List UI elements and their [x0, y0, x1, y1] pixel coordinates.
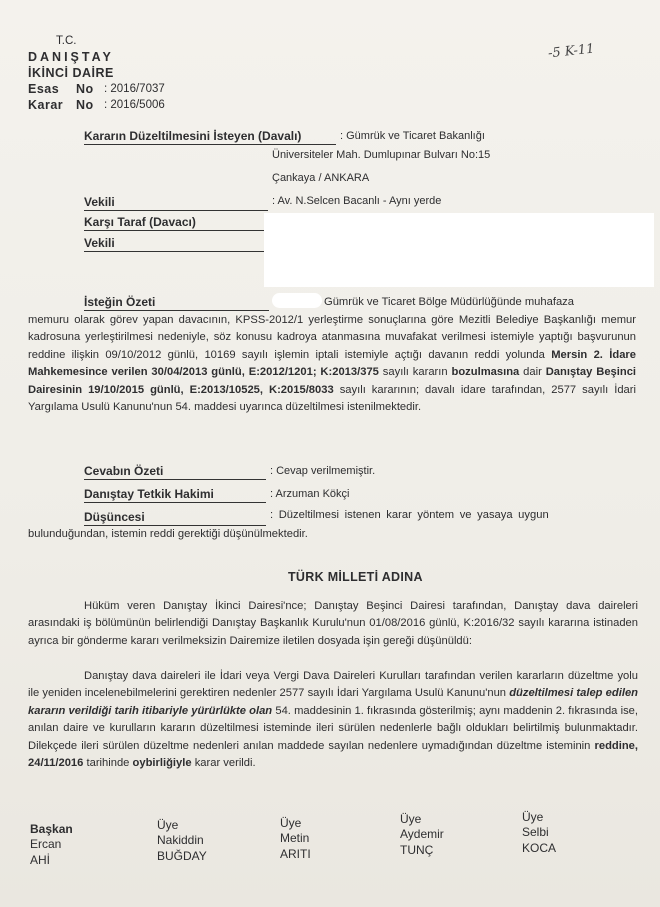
signature-last-name: ARITI [280, 847, 311, 861]
signature-last-name: BUĞDAY [157, 849, 207, 863]
decision-paragraph-1: Hüküm veren Danıştay İkinci Dairesi'nce; Danıştay Beşinci Dairesi tarafından, Danıştay dava daireleri arasındaki iş bölümünün belirlendiği Danıştay Başkanlık Kurulu'nun 01/08/2016 günlü, K:2016/32 sayılı kararına istinaden ayrıca bir gönderme kararı verilmeksizin Dairemize iletilen dosyada işin gereği düşünüldü: [28, 600, 638, 647]
para2-text-d: karar verildi. [194, 757, 256, 770]
esas-value: : 2016/7037 [104, 83, 165, 95]
signature-block-2 [157, 818, 207, 864]
handwritten-note: -5 K-11 [547, 41, 596, 62]
signature-first-name: Aydemir [400, 827, 444, 841]
chamber-name: İKİNCİ DAİRE [28, 66, 114, 80]
opinion-first-line: : Düzeltilmesi istenen karar yöntem ve yasaya uygun [270, 509, 549, 521]
signature-last-name: KOCA [522, 841, 557, 855]
signature-block-4 [400, 812, 444, 858]
signature-first-name: Selbi [522, 825, 549, 839]
signature-first-name: Nakiddin [157, 833, 204, 847]
para2-bold-italic: düzeltilmesi talep edilen kararın verildiği tarih itibariyle yürürlükte olan [28, 687, 639, 717]
signature-role: Üye [157, 818, 179, 832]
para2-bold-1: reddine, 24/11/2016 [28, 739, 639, 770]
signature-role: Başkan [30, 822, 73, 836]
requester-label: Kararın Düzeltilmesini İsteyen (Davalı) [84, 129, 336, 145]
signature-role: Üye [400, 812, 422, 826]
signature-first-name: Ercan [30, 837, 62, 851]
response-value: : Cevap verilmemiştir. [270, 465, 376, 477]
esas-no-label: No [76, 82, 94, 96]
esas-label: Esas [28, 82, 60, 96]
vekili-label: Vekili [84, 195, 268, 211]
karar-value: : 2016/5006 [104, 99, 165, 111]
signature-block-3 [280, 816, 311, 862]
signature-block-5 [522, 810, 556, 856]
para2-text-a: Danıştay dava daireleri ile İdari veya Vergi Dava Daireleri Kurulları tarafından verilen kararların düzeltme yolu ile yeniden incelenebilmelerini gerektiren nedenler 2577 sayılı İdari Yargılama Usulü Kanunu'nun [28, 670, 638, 700]
signature-role: Üye [280, 816, 302, 830]
para2-text-b: 54. maddesinin 1. fıkrasında gösterilmiş; aynı maddenin 2. fıkrasında ise, anılan daire ve kurulların kararın düzeltilmesi isteminde ileri sürülen nedenlerle bağlı oldukları belirtilmiş bulunmaktadır. Dilekçede ileri sürülen düzeltme nedenleri anılan maddede sayılan nedenlere uymadığından düzeltme isteminin [28, 704, 639, 752]
para2-bold-2: oybirliğiyle [132, 757, 192, 770]
judge-value: : Arzuman Kökçi [270, 488, 350, 500]
response-label: Cevabın Özeti [84, 464, 266, 480]
karar-label: Karar [28, 98, 64, 112]
redaction-block [264, 213, 654, 287]
signature-last-name: AHİ [30, 853, 51, 867]
vekili-value: : Av. N.Selcen Bacanlı - Aynı yerde [272, 195, 442, 207]
other-party-label: Karşı Taraf (Davacı) [84, 215, 264, 231]
karar-no-label: No [76, 98, 94, 112]
requester-line3: Çankaya / ANKARA [272, 172, 370, 184]
summary-bold-a: Mersin 2. İdare Mahkemesince verilen 30/04/2013 günlü, E:2012/1201; K:2013/375 [28, 348, 636, 379]
para2-text-c: tarihinde [86, 757, 130, 770]
tc-heading: T.C. [56, 35, 77, 47]
summary-first-line: Gümrük ve Ticaret Bölge Müdürlüğünde muhafaza [324, 296, 574, 308]
decision-paragraph-2 [28, 668, 638, 772]
summary-text-d: sayılı kararının; davalı idare tarafından, 2577 sayılı İdari Yargılama Usulü Kanunu'nun 54. maddesi uyarınca düzeltilmesi istenilmektedir. [28, 383, 636, 414]
summary-text-a: memuru olarak görev yapan davacının, KPSS-2012/1 yerleştirme sonuçlarına göre Mezitli Belediye Başkanlığı memur kadrosuna yerleştirilmesi nedeniyle, söz konusu kadroya atanmasına muvafakat verilmesi istemiyle yaptığı başvurunun reddine ilişkin 09/10/2012 günlü, 10169 sayılı işlemin iptali istemiyle açtığı davanın reddi yolunda [28, 314, 636, 361]
requester-line2: Üniversiteler Mah. Dumlupınar Bulvarı No:15 [272, 149, 491, 161]
summary-bold-b: bozulmasına [451, 366, 520, 379]
signature-first-name: Metin [280, 831, 310, 845]
summary-label: İsteğin Özeti [84, 295, 269, 311]
opinion-label: Düşüncesi [84, 510, 266, 526]
judge-label: Danıştay Tetkik Hakimi [84, 487, 266, 503]
summary-body [28, 312, 636, 416]
signature-last-name: TUNÇ [400, 843, 434, 857]
redaction-name [272, 293, 322, 308]
summary-text-c: dair [523, 366, 542, 379]
summary-bold-c: Danıştay Beşinci Dairesinin 19/10/2015 günlü, E:2013/10525, K:2015/8033 [28, 366, 637, 396]
requester-line1: : Gümrük ve Ticaret Bakanlığı [340, 130, 485, 142]
decision-title: TÜRK MİLLETİ ADINA [288, 570, 423, 584]
court-name: DANIŞTAY [28, 50, 114, 64]
other-vekili-label: Vekili [84, 236, 264, 252]
signature-block-1 [30, 822, 73, 868]
summary-text-b: sayılı kararın [382, 366, 448, 379]
opinion-second-line: bulunduğundan, istemin reddi gerektiği düşünülmektedir. [28, 528, 308, 540]
signature-role: Üye [522, 810, 544, 824]
